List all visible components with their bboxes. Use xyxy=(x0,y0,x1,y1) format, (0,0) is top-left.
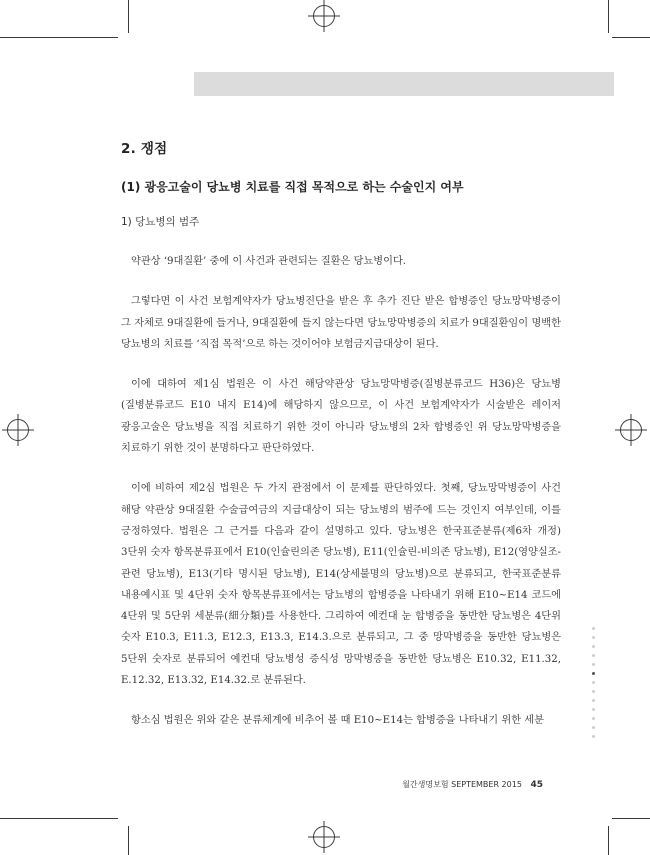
page-indicator-dot xyxy=(592,672,595,675)
crop-mark xyxy=(0,37,118,38)
issue-date: SEPTEMBER 2015 xyxy=(451,780,522,789)
page-indicator-dot xyxy=(592,645,595,648)
crop-mark xyxy=(612,818,650,819)
page-indicator-dot xyxy=(592,636,595,639)
paragraph: 약관상 ‘9대질환’ 중에 이 사건과 관련되는 질환은 당뇨병이다. xyxy=(131,256,407,267)
header-banner xyxy=(194,72,614,96)
page-indicator-dot xyxy=(592,654,595,657)
registration-mark-icon xyxy=(313,826,335,848)
registration-mark-icon xyxy=(7,419,29,441)
subsection-heading: (1) 광응고술이 당뇨병 치료를 직접 목적으로 하는 수술인지 여부 xyxy=(121,180,464,194)
article-body xyxy=(121,137,561,751)
page-number: 45 xyxy=(530,780,543,790)
page-indicator xyxy=(592,627,595,744)
crop-mark xyxy=(612,37,650,38)
paragraph: 이에 비하여 제2심 법원은 두 가지 관점에서 이 문제를 판단하였다. 첫째, 당뇨망막병증이 사건 해당 약관상 9대질환 수술급여금의 지급대상이 되는 당뇨병의 범주에 드는 것인지 여부인데, 이를 긍정하였다. 법원은 그 근거를 다음과 같이 설명하고 있다. 당뇨병은 한국표준분류(제6차 개정) 3단위 숫자 항목분류표에서 E10(인슐린의존 당뇨병), E11(인슐린-비의존 당뇨병), E12(영양실조-관련 당뇨병), E13(기타 명시된 당뇨병), E14(상세불명의 당뇨병)으로 분류되고, 한국표준분류 내용예시표 및 4단위 숫자 항목분류표에서는 당뇨병의 합병증을 나타내기 위해 E10~E14 코드에 4단위 및 5단위 세분류(細分類)를 사용한다. 그리하여 예컨대 눈 합병증을 동반한 당뇨병은 4단위 숫자 E10.3, E11.3, E12.3, E13.3, E14.3.으로 분류되고, 그 중 망막병증을 동반한 당뇨병은 5단위 숫자로 분류되어 예컨대 당뇨병성 증식성 망막병증을 동반한 당뇨병은 E10.32, E11.32, E.12.32, E13.32, E14.32.로 분류된다. xyxy=(121,483,561,687)
page-indicator-dot xyxy=(592,699,595,702)
page-indicator-dot xyxy=(592,681,595,684)
paragraph: 항소심 법원은 위와 같은 분류체계에 비추어 볼 때 E10~E14는 합병증을 나타내기 위한 세분 xyxy=(131,715,544,727)
publication-name: 월간생명보험 xyxy=(402,780,449,789)
crop-mark xyxy=(128,0,129,33)
page-footer xyxy=(402,779,543,790)
registration-mark-icon xyxy=(313,5,335,27)
registration-mark-icon xyxy=(620,419,642,441)
paragraph: 이에 대하여 제1심 법원은 이 사건 해당약관상 당뇨망막병증(질병분류코드 H36)은 당뇨병(질병분류코드 E10 내지 E14)에 해당하지 않으므로, 이 사건 보험계약자가 시술받은 레이저 광응고술은 당뇨병을 직접 치료하기 위한 것이 아니라 당뇨병의 2차 합병증인 위 당뇨망막병증을 치료하기 위한 것이 분명하다고 판단하였다. xyxy=(121,379,561,455)
page-indicator-dot xyxy=(592,708,595,711)
page-indicator-dot xyxy=(592,726,595,729)
page-indicator-dot xyxy=(592,735,595,738)
page-indicator-dot xyxy=(592,627,595,630)
subsubsection-heading: 1) 당뇨병의 범주 xyxy=(121,216,200,228)
crop-mark xyxy=(0,818,118,819)
crop-mark xyxy=(128,826,129,855)
section-heading: 2. 쟁점 xyxy=(121,141,168,157)
page-indicator-dot xyxy=(592,663,595,666)
page-indicator-dot xyxy=(592,717,595,720)
crop-mark xyxy=(608,826,609,855)
paragraph: 그렇다면 이 사건 보험계약자가 당뇨병진단을 받은 후 추가 진단 받은 합병증인 당뇨망막병증이 그 자체로 9대질환에 들거나, 9대질환에 들지 않는다면 당뇨망막병증의 치료가 9대질환임이 명백한 당뇨병의 치료를 ‘직접 목적’으로 하는 것이어야 보험금지급대상이 된다. xyxy=(121,296,561,350)
page-indicator-dot xyxy=(592,690,595,693)
crop-mark xyxy=(608,0,609,33)
